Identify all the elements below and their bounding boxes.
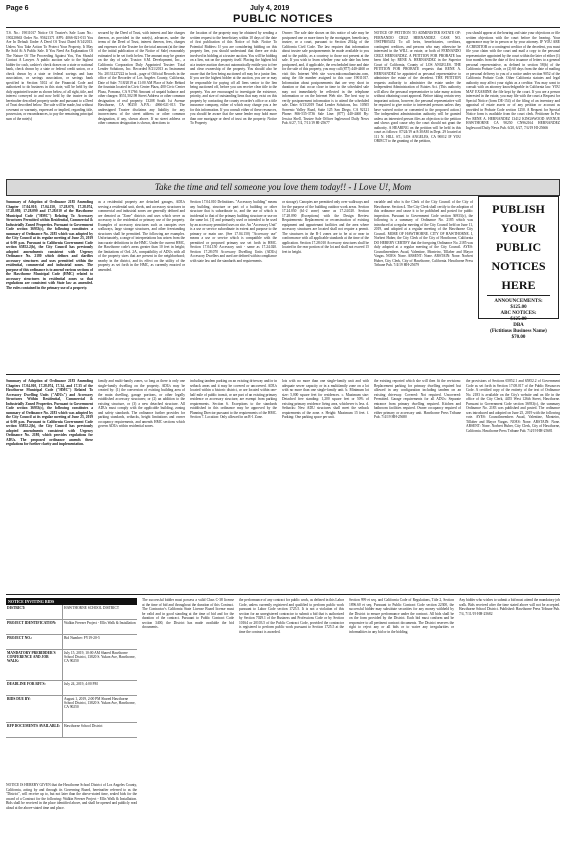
page-number: Page 6	[6, 5, 29, 12]
ordinance-2183-col4: lots with no more than one single-family unit and with adequate sewer capacity or in a multifamily zone on a lot with no more than one single-family unit. b. Minimum lot size: 5,000 square feet for residences. c. Maximum size: Detached free standing: 1,200 square feet or 50% of existing primary residence living area, whichever is less. d. Setbacks: New ADU structures shall meet the setback requirements of the zone. e. Height: Maximum 15 feet. f. Parking: One parking space per unit.	[282, 379, 369, 419]
table-row: PROJECT IDENTIFICATION: Walkin Freezer Project - Ellis Walk & Installation	[6, 620, 137, 635]
bid-notice-col4: Section 999 et seq. and California Code of Regulations, Title 2, Section 1896.60 et seq. Pursuant to Public Contract Code section 22300, the successful bidder may substitute securities for any money withheld by the District to ensure performance under the contract. All bids shall be on the form provided by the District. Each bid must conform and be responsive to all pertinent contract documents. The District reserves the right to reject any or all bids or to waive any irregularities or informalities in any bid or in the bidding.	[349, 598, 454, 634]
notice-petition-estate: NOTICE OF PETITION TO ADMINISTER ESTATE OF: FERNANDO CRUZ HERNANDEZ CASE NO. 19STPB05452 To all heirs, beneficiaries, creditors, contingent creditors, and persons who may otherwise be interested in the WILL or estate, or both of FERNANDO CRUZ HERNANDEZ. A PETITION FOR PROBATE has been filed by: RENE A. HERNANDEZ in the Superior Court of California, County of LOS ANGELES. THE PETITION FOR PROBATE requests that RENE A. HERNANDEZ be appointed as personal representative to administer the estate of the decedent. THE PETITION requests authority to administer the estate under the Independent Administration of Estates Act. (This authority will allow the personal representative to take many actions without obtaining court approval. Before taking certain very important actions, however, the personal representative will be required to give notice to interested persons unless they have waived notice or consented to the proposed action.) The independent administration authority will be granted unless an interested person files an objection to the petition and shows good cause why the court should not grant the authority. A HEARING on the petition will be held in this court as follows: 07/24/19 at 8:30AM in Dept. 29 located at 111 N. HILL ST., LOS ANGELES, CA 90012 IF YOU OBJECT to the granting of the petition,	[374, 31, 461, 143]
notice-trustee-sale-2: secured by the Deed of Trust, with interest and late charges thereon, as provided in the note(s), advances, under the terms of the Deed of Trust, interest thereon, fees, charges and expenses of the Trustee for the total amount (at the time of the initial publication of the Notice of Sale) reasonably estimated to be set forth below. The amount may be greater on the day of sale. Trustor: S.M. Development, Inc., a California Corporation Duly Appointed Trustee: Total Lender Solutions, Inc. Recorded 8/21/2013 as Instrument No. 20131227222 in book , page of Official Records in the office of the Recorder of Los Angeles County, California, Date of Sale: 7/18/2019 at 11:00 AM Place of Sale: Behind the fountain located in Civic Center Plaza, 400 Civic Center Plaza, Pomona, CA 91766 Amount of unpaid balance and other charges: $551,502.98 Street Address or other common designation of real property: 13208 South 1st Avenue Hawthorne, CA 90250 A.P.N.: 4066-021-013 The undersigned Trustee disclaims any liability for any incorrectness of the street address or other common designation, if any, shown above. If no street address or other common designation is shown, directions to	[98, 31, 185, 125]
publish-notices-ad: PUBLISH YOUR PUBLIC NOTICES HERE ANNOUNCEMENTS: $125.00 ABC NOTICES: $125.00 DBA (Fictitious Business Name) $70.00	[478, 196, 559, 319]
notice-trustee-sale-3: the location of the property may be obtained by sending a written request to the beneficiary within 10 days of the date of first publication of this Notice of Sale. Notice To Potential Bidders: If you are considering bidding on this property lien, you should understand that there are risks involved in bidding at a trustee auction. You will be bidding on a lien, not on the property itself. Placing the highest bid at a trustee auction does not automatically entitle you to free and clear ownership of the property. You should also be aware that the lien being auctioned off may be a junior lien. If you are the highest bidder at the auction, you are or may be responsible for paying off all liens senior to the lien being auctioned off, before you can receive clear title to the property. You are encouraged to investigate the existence, priority, and size of outstanding liens that may exist on this property by contacting the county recorder's office or a title insurance company, either of which may charge you a fee for this information. If you consult either of these resources, you should be aware that the same lender may hold more than one mortgage or deed of trust on the property. Notice To Property	[190, 31, 277, 125]
ordinance-2183-col6: the provisions of Sections 65852.1 and 65852.2 of Government Code as set forth in Section 17.08.017 of the Public Resources Code. A certified copy of the entirety of the text of Ordinance No. 2183 is available on the City's website and on file in the office of the City Clerk, 4455 West 126th Street, Hawthorne. Pursuant to Government Code section 36933(c), the summary Ordinance No. 2183 was published and posted. The ordinance was introduced and adopted on June 25, 2019 with the following vote. AYES: Councilmembers Awad, Valentine, Monteiro, Tillaber and Mayor Vargas. NOES: None. ABSTAIN: None. ABSENT: None. Norbert Huber, City Clerk, City of Hawthorne, California. Hawthorne Press Tribune Pub. 7/4/19 HH-25681	[466, 379, 560, 433]
bid-notice-table	[6, 598, 137, 780]
table-row: BIDS DUE BY: August 1, 2019, 2:00 PM Shared Hawthorne School District, 13820 S. Yukon Ave, Hawthorne, CA 90250	[6, 696, 137, 723]
ordinance-2185-col4: or storage). Canopies are permitted only over walkways and for the purpose of the building outdoor work areas. Section 17.24.030 (b1-2 zone) same as 17.24.020. Section 17.28.090 (Exceptions) with the Design Review Requirements: Replacement or reconstruction of existing equipment and appurtenant facilities and the area where accessory structures are located shall not require a permit. The structures in the R-1 zones are to be at or near in conformance with all applicable standards at the time of the application. Section 17.28.010 Accessory structures shall be located in the rear portion of the lot and shall not exceed 15 feet in height.	[282, 200, 369, 254]
personal-message-banner: Take the time and tell someone you love them today!! - I Love U!, Mom	[6, 179, 560, 196]
bid-notice-text: NOTICE IS HEREBY GIVEN that the Hawthorne School District of Los Angeles County, California, acting by and through its Governing Board, hereinafter referred to as the "District", will receive up to, but not later than the above-stated time, sealed bids for the award of a Contract for the following: Walkin Freezer Project - Ellis Walk & Installation. Bids shall be received in the place identified above, and shall be opened and publicly read aloud at the above-stated time and place.	[6, 783, 137, 810]
ordinance-2185-col2: as a residential property are detached garages, ADUs serving a residential unit, sheds, and accessory structures in commercial and industrial zones are generally defined and are denoted as "Zone" districts and uses which serve as accessory to the residential or primary use of the property. Examples of accessory structures such as canopies over walkways, large storage structures, and other freestanding structures shall be permitted. The following are examples. Unfortunately, a range of interpretations has arisen from the inaccurate definitions in the HMC. Under the current HMC, the Hawthorne code's areas greater than 10 feet in height; the limitations of Ord. 2A, compatibility of ADUs with all of the property sizes that are present in the neighborhood; nearby in the district, and its effect on the utility of the property as set forth in the HMC, as currently enacted or amended.	[98, 200, 185, 272]
table-row: MANDATORY PREBIDDER'S CONFERENCE AND JOB WALK: July 15, 2019, 10:00 AM Shared Hawthorne School District, 13820 S. Yukon Ave, Hawthorne, CA 90250	[6, 650, 137, 681]
ordinance-2183-col5: the existing reported which she will then fit the revisions: Replacement parking for primary dwelling required but allowed in any configuration including tandem on an existing driveway. Covered: Not required. Uncovered: Permitted. Garage requirements for all ADUs: Separate entrance from primary dwelling required. Kitchen and bathroom facilities required. Owner occupancy required of either primary or accessory unit. Hawthorne Press Tribune Pub. 7/4/19 HH-25680	[374, 379, 461, 419]
mid-rule	[6, 374, 560, 375]
ordinance-2185-col5: variable and who is the Clerk of the City Council of the City of Hawthorne. Section 4. The City Clerk shall certify to the adoption of this ordinance and cause it to be published and posted for public inspection. Pursuant to Government Code section 36933(c), the following is a summary of Ordinance No. 2185 which was introduced at a regular meeting of the City Council held on June 11, 2019, and adopted at a regular meeting of the Hawthorne City Council. MORE OF HAWTHORNE. CITY OF HAWTHORNE. I, Norbert Huber, the City Clerk of the City of Hawthorne, California DO HEREBY CERTIFY that the foregoing Ordinance No. 2185 was duly adopted at a regular meeting of the City Council. AYES: Councilmembers Awad, Valentine, Monteiro, Tillaber and Mayor Vargas. NOES: None. ABSENT: None. ABSTAIN: None. Norbert Huber, City Clerk, City of Hawthorne, California. Hawthorne Press Tribune Pub. 7/4/19 HH-25679	[374, 200, 473, 267]
issue-date: July 4, 2019	[250, 5, 290, 12]
bid-notice-col3: the performance of any contract for public work, as defined in this Labor Code, unless currently registered and qualified to perform public work pursuant to Labor Code section 1725.5. It is not a violation of this section for an unregistered contractor to submit a bid that is authorized by Section 7029.1 of the Business and Professions Code or by Section 10164 or 20103.5 of the Public Contract Code, provided the contractor is registered to perform public work pursuant to Section 1725.5 at the time the contract is awarded.	[239, 598, 344, 634]
ordinance-2185-col3: Section 17.04.010 Definitions. "Accessory building" means any building, structure or part of a building or other structure that is subordinate to, and the use of which is incidental to that of the primary building structure or use on the same lot. [1] and primarily used or intended to be used by an accessory permitted uses on site. An "Accessory Unit" is a use or service subordinate in extent and purpose to the primary or main use. (See 17.04.150) "Accessory use" means a use or service which is compatible with the permitted or proposed primary use set forth in HMC. Section 17.04.150 Accessory unit - same as 17.24.020. Section 17.28.070 Accessory Dwelling Units (ADUs) Accessory Dwellers and used are defined within compliance with state law and the standards and requirements.	[190, 200, 277, 263]
table-row: DISTRICT: HAWTHORNE SCHOOL DISTRICT	[6, 605, 137, 620]
ordinance-2185-summary: Summary of Adoption of Ordinance 2185 Amending Chapter 17.04.010, 17.04.150, 17.28.070, 17.28.074, 17.28.080, 17.28.090 and 17.28.010 of the Hawthorne Municipal Code ("HMC") Relating To Accessory Structures Permitted within Residential, Commercial & Industrially Zoned Properties. Pursuant to Government Code section 36933(c), the following constitutes a summary of Ordinance No. 2185 which was adopted by the City Council at its regular meeting of June 25, 2019 at 6:00 p.m. Pursuant to California Government Code section 65852.2(b), the City Council has previously adopted amendments consistent with Urgency Ordinance No. 2180 which defines and clarifies accessory structures and uses permitted within the residential, commercial and industrial zones. The purpose of this ordinance is to amend various sections of the Hawthorne Municipal Code (HMC) related to accessory structures in residential zones so that regulations are consistent with State law as amended. The rules contained in the primary use of a property.	[6, 200, 93, 290]
bid-table-title: NOTICE INVITING BIDS	[6, 598, 137, 605]
section-title: PUBLIC NOTICES	[233, 13, 333, 25]
table-row: RFP DOCUMENTS AVAILABLE: Hawthorne School District	[6, 723, 137, 738]
notice-trustee-sale-1: T.S. No.: 19011017 Notice Of Trustee's Sale Loan No.: 190220663 Order No. 95621371 APN: 4066-021-013 You Are In Default Under A Deed Of Trust Dated 8/14/2013. Unless You Take Action To Protect Your Property, It May Be Sold At A Public Sale. If You Need An Explanation Of The Nature Of The Proceeding Against You, You Should Contact A Lawyer. A public auction sale to the highest bidder for cash, cashier's check drawn on a state or national bank, check drawn by a state or federal credit union, or a check drawn by a state or federal savings and loan association, or savings association, or savings bank specified in Section 5102 of the Financial Code and authorized to do business in this state, will be held by the duly appointed trustee as shown below, of all right, title, and interest conveyed to and now held by the trustee in the hereinafter described property under and pursuant to a Deed of Trust described below. The sale will be made, but without covenant or warranty, expressed or implied, regarding title, possession, or encumbrances, to pay the remaining principal sum of the note(s)	[6, 31, 93, 121]
bid-notice-col2: The successful bidder must possess a valid Class C-38 license at the time of bid and throughout the duration of this Contract. The Contractor's California State License Board license must be valid and in good standing at the time of bid and for the duration of the contract. Pursuant to Public Contract Code section 3400, the District has made available the bid documents.	[142, 598, 234, 629]
ordinance-2183-col3: including tandem parking on an existing driveway and/or in setback areas and it may be covered or uncovered. ADUs located within a historic district, or are located within one-half mile of public transit, or are part of an existing primary residence or accessory structure, are exempt from parking requirements. Section 6. Exceptions to the standards established in this ordinance may be approved by the Planning Director pursuant to the requirements of the HMC. Section 7. Location: Only allowed in an R-1 Zone.	[190, 379, 277, 419]
table-row: DEADLINE FOR RFI'S: July 24, 2019, 4:00 PM	[6, 681, 137, 696]
ordinance-2183-summary: Summary of Adoption of Ordinance 2183 Amending Chapters 17.04.010, 17.28.074, 17.34, and 17.35 of the Hawthorne Municipal Code ("HMC") Related To Accessory Dwelling Units ("ADUs") and Accessory Structures Within Residential, Commercial & Industrially Zoned Properties. Pursuant to Government Code section 36933(c), the following constitutes a summary of Ordinance No. 2183 which was adopted by the City Council at its regular meeting of June 25, 2019 at 6:00 p.m. Pursuant to California Government Code section 65852.2(b), the City Council has previously adopted amendments consistent with Urgency Ordinance No. 2180, which provides regulations for ADUs. The proposed ordinance amends these regulations for further clarity and implementation.	[6, 379, 93, 446]
lower-rule	[6, 594, 560, 595]
ordinance-2183-col2: family and multi-family zones, so long as there is only one single-family dwelling on the property. ADUs may be created by: (1) the conversion of existing building area of the main dwelling, garage portions, or other legally established accessory structures; or (2) an addition to the existing structure, or (3) a new detached structure. All ADUs must comply with the applicable building, zoning and safety standards. The ordinance further provides for parking standards, setbacks, height limitations and owner occupancy requirements, and amends HMC sections which govern ADUs within residential zones.	[98, 379, 185, 428]
bid-notice-col5: Any bidder who wishes to submit a bid must attend the mandatory job walk. Bids received after the time stated above will not be accepted. Hawthorne School District. Published: Hawthorne Press Tribune Pub. 7/4, 7/11/19 HH-25682	[459, 598, 560, 616]
header-rule	[6, 27, 560, 28]
table-row: PROJECT NO.: Bid Number: FY19-20-5	[6, 635, 137, 650]
notice-trustee-sale-4: Owner: The sale date shown on this notice of sale may be postponed one or more times by the mortgagee, beneficiary, trustee, or a court, pursuant to Section 2924g of the California Civil Code. The law requires that information about trustee sale postponements be made available to you and to the public, as a courtesy to those not present at the sale. If you wish to learn whether your sale date has been postponed, and, if applicable, the rescheduled time and date for the sale of this property, you may call (877) 440-4460 or visit this Internet Web site www.mkconsultantsinc.com, using the file number assigned to this case 19011017. Information about postponements that are very short in duration or that occur close in time to the scheduled sale may not immediately be reflected in the telephone information or on the Internet Web site. The best way to verify postponement information is to attend the scheduled sale. Date: 6/13/2019 Total Lender Solutions, Inc. 10505 Sorrento Valley Road, Suite 125 San Diego, CA 92121 Phone: 866-535-3736 Sale Line: (877) 440-4460 By: Jessica Shell, Trustee Sale Officer Inglewood Daily News Pub. 6/27, 7/4, 7/11/19 HI-25677	[282, 31, 369, 125]
notice-petition-estate-cont: you should appear at the hearing and state your objections or file written objections with the court before the hearing. Your appearance may be in person or by your attorney. IF YOU ARE A CREDITOR or a contingent creditor of the decedent, you must file your claim with the court and mail a copy to the personal representative appointed by the court within the later of either (1) four months from the date of first issuance of letters to a general personal representative, as defined in section 58(b) of the California Probate Code, or (2) 60 days from the date of mailing or personal delivery to you of a notice under section 9052 of the California Probate Code. Other California statutes and legal authority may affect your rights as a creditor. You may want to consult with an attorney knowledgeable in California law. YOU MAY EXAMINE the file kept by the court. If you are a person interested in the estate, you may file with the court a Request for Special Notice (form DE-154) of the filing of an inventory and appraisal of estate assets or of any petition or account as provided in Probate Code section 1250. A Request for Special Notice form is available from the court clerk. Petitioner In Pro Per RENE A. HERNANDEZ 13412 KINGSWOOD AVENUE HAWTHORNE CA 90250 CN962164 HERNANDEZ Inglewood Daily News Pub. 6/20, 6/27, 7/4/19 HI-25666	[466, 31, 560, 130]
